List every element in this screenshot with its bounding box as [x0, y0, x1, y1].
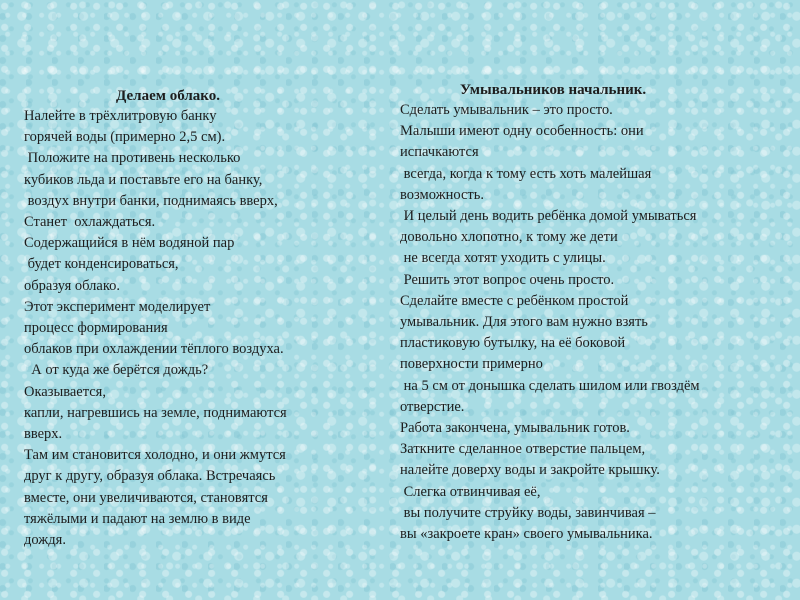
text-line: Слегка отвинчивая её, [400, 483, 541, 500]
text-line: на 5 см от донышка сделать шилом или гвоздём [400, 377, 700, 394]
cloud-experiment-column [24, 86, 364, 551]
text-line: Решить этот вопрос очень просто. [400, 271, 615, 288]
text-line: будет конденсироваться, [24, 256, 179, 273]
text-line: вы «закроете кран» своего умывальника. [400, 526, 653, 543]
text-line: пластиковую бутылку, на её боковой [400, 335, 626, 352]
text-line: Заткните сделанное отверстие пальцем, [400, 441, 646, 458]
text-line: Малыши имеют одну особенность: они [400, 123, 644, 140]
text-line: А от куда же берётся дождь? [24, 362, 209, 379]
washbasin-text [400, 100, 785, 545]
text-line: умывальник. Для этого вам нужно взять [400, 314, 648, 331]
text-line: всегда, когда к тому есть хоть малейшая [400, 165, 652, 182]
text-line: горячей воды (примерно 2,5 см). [24, 129, 226, 146]
text-line: испачкаются [400, 144, 479, 161]
text-line: Содержащийся в нём водяной пар [24, 235, 235, 252]
cloud-experiment-text [24, 106, 364, 551]
text-line: Положите на противень несколько [24, 150, 241, 167]
text-line: Сделать умывальник – это просто. [400, 102, 613, 118]
text-line: Оказывается, [24, 383, 106, 400]
text-line: довольно хлопотно, к тому же дети [400, 229, 618, 246]
text-line: Работа закончена, умывальник готов. [400, 420, 630, 437]
text-line: вверх. [24, 426, 63, 443]
text-line: отверстие. [400, 398, 465, 415]
text-line: кубиков льда и поставьте его на банку, [24, 171, 263, 188]
text-line: вместе, они увеличиваются, становятся [24, 489, 268, 506]
text-line: процесс формирования [24, 320, 168, 337]
text-line: налейте доверху воды и закройте крышку. [400, 462, 660, 479]
text-line: возможность. [400, 186, 484, 203]
text-line: Станет охлаждаться. [24, 214, 156, 231]
text-line: Там им становится холодно, и они жмутся [24, 447, 286, 464]
text-line: Этот эксперимент моделирует [24, 298, 211, 315]
cloud-experiment-title: Делаем облако. [116, 88, 220, 104]
text-line: не всегда хотят уходить с улицы. [400, 250, 606, 267]
text-line: друг к другу, образуя облака. Встречаясь [24, 468, 276, 485]
washbasin-column [400, 80, 785, 545]
text-line: облаков при охлаждении тёплого воздуха. [24, 341, 284, 358]
text-line: вы получите струйку воды, завинчивая – [400, 504, 656, 521]
text-line: тяжёлыми и падают на землю в виде [24, 510, 251, 527]
text-line: воздух внутри банки, поднимаясь вверх, [24, 192, 278, 209]
text-line: дождя. [24, 532, 66, 549]
text-line: Налейте в трёхлитровую банку [24, 108, 217, 124]
text-line: И целый день водить ребёнка домой умываться [400, 208, 697, 225]
text-line: капли, нагревшись на земле, поднимаются [24, 404, 287, 421]
washbasin-title: Умывальников начальник. [460, 82, 647, 98]
text-line: Сделайте вместе с ребёнком простой [400, 292, 629, 309]
text-line: образуя облако. [24, 277, 121, 294]
text-line: поверхности примерно [400, 356, 543, 373]
